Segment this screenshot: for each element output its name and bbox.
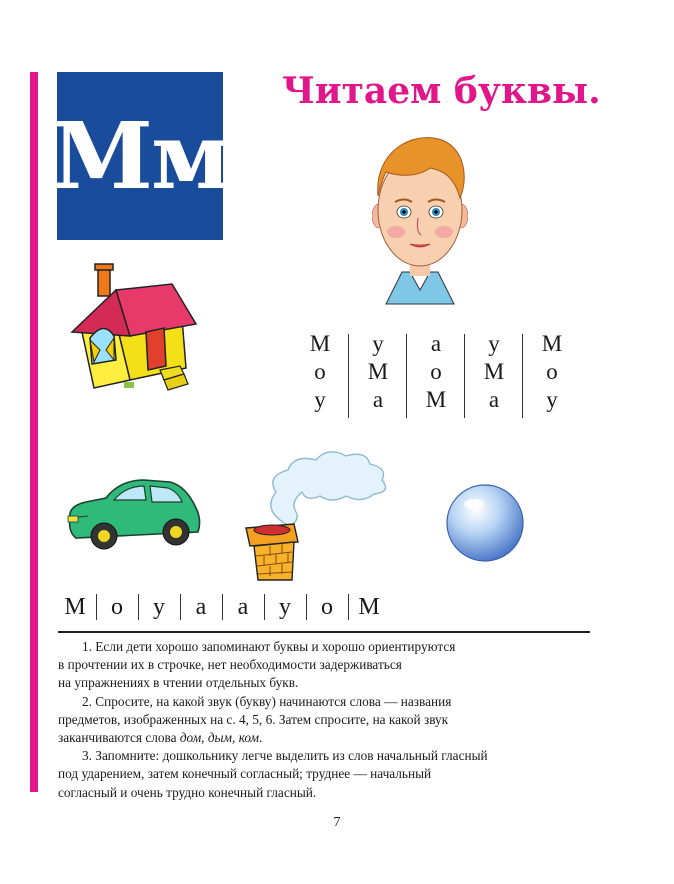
grid-letter: о [314, 359, 326, 384]
grid-column [418, 330, 454, 414]
grid-letter: о [546, 359, 558, 384]
grid-letter: у [488, 331, 500, 356]
note-emphasis: дом, дым, ком [179, 730, 260, 746]
grid-column [302, 330, 338, 414]
strip-divider [138, 594, 139, 620]
grid-letter: а [430, 331, 442, 356]
letter-box [51, 72, 229, 240]
note-text: заканчиваются слова [58, 730, 180, 746]
note-text: . [259, 730, 263, 746]
strip-divider [222, 594, 223, 620]
note-line: 3. Запомните: дошкольнику легче выделить из слов начальный гласный [82, 748, 488, 764]
grid-letter: М [309, 331, 331, 356]
grid-letter: М [541, 331, 563, 356]
grid-letter: о [430, 359, 442, 384]
letter-box-text: Мм [51, 102, 229, 210]
grid-letter: а [488, 387, 500, 412]
grid-divider [464, 334, 465, 418]
notes-divider [58, 631, 590, 633]
note-line: 2. Спросите, на какой звук (букву) начинаются слова — названия [82, 693, 452, 709]
note-line: под ударением, затем конечный согласный; труднее — начальный [58, 766, 432, 782]
note-line: согласный и очень трудно конечный гласный. [58, 784, 317, 800]
strip-divider [306, 594, 307, 620]
page-title: Читаем буквы. [282, 70, 601, 112]
strip-letter: М [358, 594, 380, 620]
car-picture [64, 474, 204, 556]
strip-letter: М [64, 594, 86, 620]
note-line [58, 729, 598, 747]
strip-letter: о [111, 594, 123, 620]
strip-letter: у [153, 594, 165, 620]
grid-letter: М [483, 359, 505, 384]
grid-column [476, 330, 512, 414]
teacher-notes [58, 638, 598, 802]
margin-bar [30, 72, 38, 792]
grid-letter: М [367, 359, 389, 384]
grid-divider [406, 334, 407, 418]
note-line: предметов, изображенных на с. 4, 5, 6. Затем спросите, на какой звук [58, 711, 449, 727]
grid-divider [348, 334, 349, 418]
note-line: 1. Если дети хорошо запоминают буквы и хорошо ориентируются [82, 639, 456, 654]
grid-letter: у [546, 387, 558, 412]
grid-column [360, 330, 396, 414]
strip-letter: о [321, 594, 333, 620]
strip-divider [96, 594, 97, 620]
strip-letter: у [279, 594, 291, 620]
grid-letter: М [425, 387, 447, 412]
strip-letter: а [195, 594, 207, 620]
grid-letter: а [372, 387, 384, 412]
strip-divider [264, 594, 265, 620]
note-line: на упражнениях в чтении отдельных букв. [58, 675, 299, 691]
strip-letter: а [237, 594, 249, 620]
grid-column [534, 330, 570, 414]
grid-letter: у [372, 331, 384, 356]
grid-letter: у [314, 387, 326, 412]
house-picture [68, 262, 200, 394]
boy-face-picture [372, 132, 468, 308]
strip-divider [348, 594, 349, 620]
syllable-grid [302, 330, 574, 422]
note-line: в прочтении их в строчке, нет необходимости задерживаться [58, 657, 402, 673]
grid-divider [522, 334, 523, 418]
chimney-smoke-picture [242, 446, 392, 582]
page-number: 7 [333, 815, 341, 830]
ball-picture [444, 482, 526, 564]
strip-divider [180, 594, 181, 620]
